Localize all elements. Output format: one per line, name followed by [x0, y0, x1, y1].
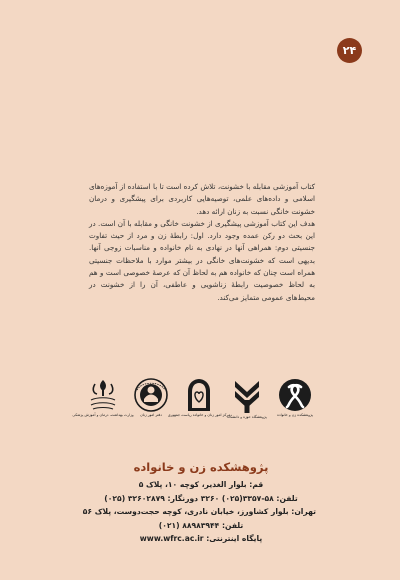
logo-caption: پژوهشکده زن و خانواده	[277, 413, 313, 417]
logo-caption: دفتر امور زنان	[140, 413, 162, 417]
paragraph-intro: کتاب آموزشی مقابله با خشونت، تلاش کرده است تا با استفاده از آموزه‌های اسلامی و داده‌های علمی، توصیه‌هایی کاربردی برای پیشگیری و درمان خشونت خانگی نسبت به زنان ارائه دهد.	[89, 182, 315, 216]
women-affairs-office-logo-icon	[134, 378, 168, 412]
page-number-badge: ۲۴	[337, 38, 362, 63]
phone-tehran: تلفن: ۸۸۹۸۳۹۴۴ (۰۲۱)	[158, 520, 244, 530]
ribbon-logo-icon	[278, 378, 312, 412]
logo-caption: پژوهشگاه حوزه و دانشگاه	[227, 415, 267, 419]
address-tehran: تهران: بلوار کشاورز، خیابان نادری، کوچه حجت‌دوست، پلاک ۵۶	[82, 507, 316, 516]
publisher-footer	[82, 460, 316, 546]
logo-hawzah-university	[227, 378, 267, 419]
ministry-emblem-icon	[88, 378, 118, 412]
paragraph-goal: هدف این کتاب آموزشی پیشگیری از خشونت خانگی و مقابله با آن است. در این بحث دو رکن عمده وجود دارد. اول: رابطهٔ زن و مرد از حیث تفاوت جنسیتی دوم: همراهی آنها در نهادی به نام خانواده و مناسبات زوجی آنها. بدیهی است که خشونت‌های خانگی در بیشتر موارد با ملاحظات جنسیتی همراه است چنان که خانواده هم به لحاظ آن که عرصهٔ خصوصی است و هم به لحاظ خصوصیت رابطهٔ زناشویی و عاطفی، آن را از خشونت در محیط‌های عمومی متمایز می‌کند.	[89, 218, 315, 302]
logo-caption: وزارت بهداشت، درمان و آموزش پزشکی	[72, 413, 134, 417]
address-qom: قم: بلوار الغدیر، کوچه ۱۰، پلاک ۵	[138, 480, 264, 489]
logo-ministry	[72, 378, 134, 417]
partner-logos	[72, 378, 315, 430]
publisher-name: پژوهشکده زن و خانواده	[133, 460, 269, 474]
hawzah-university-logo-icon	[232, 378, 262, 414]
website-link[interactable]: پایگاه اینترنتی: www.wfrc.ac.ir	[139, 534, 263, 543]
logo-women-affairs-office	[131, 378, 171, 417]
women-family-research-center-logo-icon	[185, 378, 213, 412]
logo-caption: مرکز امور زنان و خانواده ریاست جمهوری	[167, 413, 231, 417]
logo-women-family-research-center	[167, 378, 231, 417]
body-text	[89, 181, 315, 304]
logo-women-family-institute	[275, 378, 315, 417]
phone-fax-qom: تلفن: ۵۸-۳۳۵۷(۰۲۵) ۳۲۶۰ دورنگار: ۳۲۶۰۲۸۷۹ (۰۲۵)	[104, 493, 298, 503]
